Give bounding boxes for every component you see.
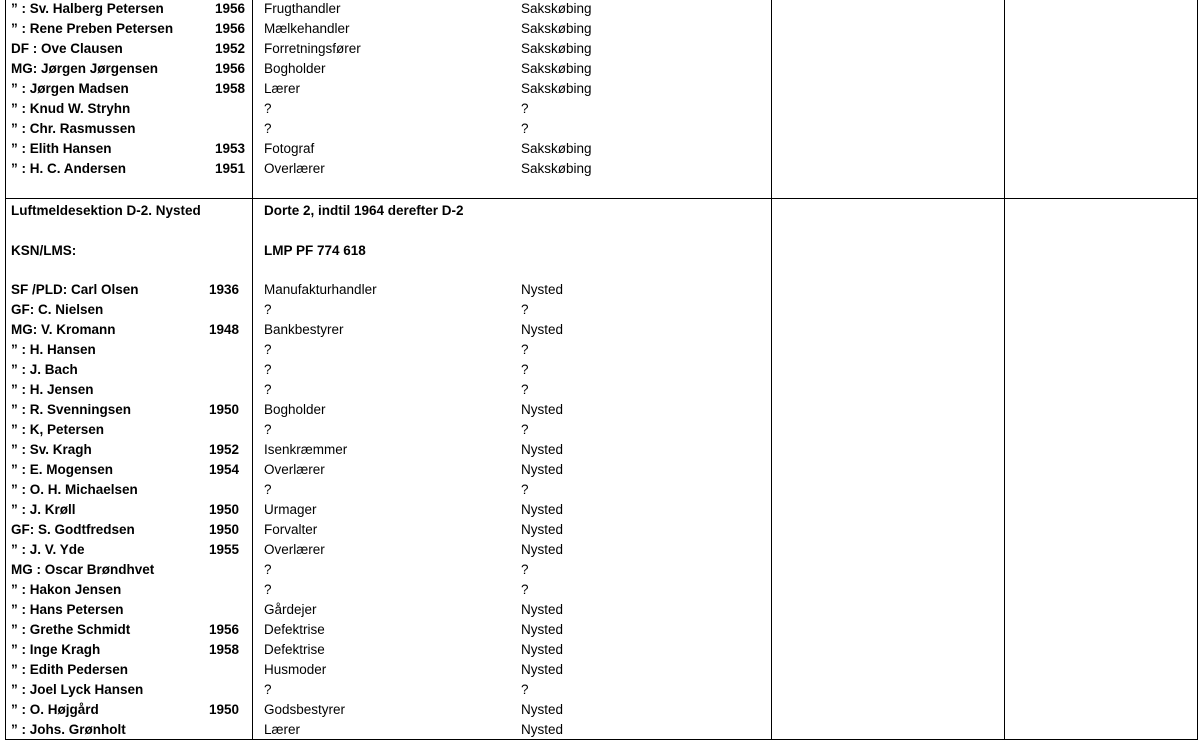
table-row	[5, 520, 1197, 540]
member-name: ” : Joel Lyck Hansen	[11, 682, 144, 697]
member-town: Nysted	[521, 722, 564, 737]
table-row	[5, 360, 1197, 380]
member-occupation: ?	[264, 682, 272, 697]
member-name: ” : Johs. Grønholt	[11, 722, 126, 737]
table-row	[5, 500, 1197, 520]
member-year: 1948	[208, 322, 239, 337]
member-name: ” : Grethe Schmidt	[11, 622, 131, 637]
member-name: ” : Rene Preben Petersen	[11, 21, 174, 36]
table-row	[5, 380, 1197, 400]
member-name: ” : Sv. Halberg Petersen	[11, 1, 164, 16]
table-row	[5, 159, 1197, 179]
member-name: ” : J. V. Yde	[11, 542, 85, 557]
member-name: ” : Sv. Kragh	[11, 442, 92, 457]
member-occupation: Isenkræmmer	[264, 442, 348, 457]
member-year: 1956	[214, 1, 245, 16]
member-town: Nysted	[521, 522, 564, 537]
member-town: ?	[521, 342, 529, 357]
member-year: 1952	[214, 41, 245, 56]
member-occupation: Urmager	[264, 502, 317, 517]
member-town: Nysted	[521, 702, 564, 717]
member-town: ?	[521, 101, 529, 116]
table-row	[5, 300, 1197, 320]
member-year: 1955	[208, 542, 239, 557]
table-row	[5, 280, 1197, 300]
member-year: 1956	[214, 61, 245, 76]
table-row	[5, 0, 1197, 19]
member-year: 1956	[214, 21, 245, 36]
member-name: ” : Hakon Jensen	[11, 582, 122, 597]
section-subtitle: Dorte 2, indtil 1964 derefter D-2	[264, 203, 464, 218]
member-year: 1950	[208, 502, 239, 517]
member-name: ” : O. H. Michaelsen	[11, 482, 138, 497]
member-occupation: Overlærer	[264, 542, 325, 557]
ksn-label: KSN/LMS:	[11, 243, 77, 258]
member-name: GF: S. Godtfredsen	[11, 522, 135, 537]
table-row	[5, 340, 1197, 360]
member-occupation: Fotograf	[264, 141, 315, 156]
member-year: 1953	[214, 141, 245, 156]
member-town: ?	[521, 682, 529, 697]
member-name: ” : H. Jensen	[11, 382, 94, 397]
member-name: ” : R. Svenningsen	[11, 402, 132, 417]
member-name: ” : Jørgen Madsen	[11, 81, 129, 96]
member-name: ” : Elith Hansen	[11, 141, 112, 156]
member-occupation: Frugthandler	[264, 1, 341, 16]
member-town: Nysted	[521, 542, 564, 557]
member-occupation: ?	[264, 362, 272, 377]
member-year: 1952	[208, 442, 239, 457]
member-occupation: Forretningsfører	[264, 41, 361, 56]
table-row	[5, 540, 1197, 560]
member-town: ?	[521, 302, 529, 317]
member-town: Nysted	[521, 602, 564, 617]
member-occupation: Defektrise	[264, 642, 325, 657]
member-occupation: Gårdejer	[264, 602, 317, 617]
table-row	[5, 580, 1197, 600]
member-town: Nysted	[521, 622, 564, 637]
table-row	[5, 39, 1197, 59]
member-town: Nysted	[521, 502, 564, 517]
member-occupation: Godsbestyrer	[264, 702, 346, 717]
member-name: GF: C. Nielsen	[11, 302, 104, 317]
member-town: ?	[521, 562, 529, 577]
member-occupation: ?	[264, 101, 272, 116]
member-town: ?	[521, 582, 529, 597]
member-town: Sakskøbing	[521, 141, 592, 156]
member-occupation: ?	[264, 562, 272, 577]
member-name: MG: Jørgen Jørgensen	[11, 61, 159, 76]
table-row	[5, 600, 1197, 620]
member-town: Sakskøbing	[521, 161, 592, 176]
member-year: 1958	[214, 81, 245, 96]
member-occupation: Overlærer	[264, 462, 325, 477]
member-year: 1951	[214, 161, 245, 176]
member-town: Nysted	[521, 402, 564, 417]
member-occupation: Mælkehandler	[264, 21, 350, 36]
table-row	[5, 400, 1197, 420]
member-occupation: Lærer	[264, 722, 301, 737]
table-row	[5, 460, 1197, 480]
member-occupation: Forvalter	[264, 522, 318, 537]
member-town: Nysted	[521, 282, 564, 297]
member-name: ” : K, Petersen	[11, 422, 105, 437]
member-town: ?	[521, 382, 529, 397]
member-town: ?	[521, 362, 529, 377]
table-row	[5, 320, 1197, 340]
member-name: ” : Chr. Rasmussen	[11, 121, 136, 136]
member-occupation: ?	[264, 342, 272, 357]
table-row	[5, 640, 1197, 660]
section-divider	[5, 198, 1197, 199]
table-row	[5, 119, 1197, 139]
table-row	[5, 99, 1197, 119]
member-name: ” : Edith Pedersen	[11, 662, 129, 677]
table-row	[5, 680, 1197, 700]
table-row	[5, 660, 1197, 680]
member-occupation: ?	[264, 121, 272, 136]
member-occupation: Bankbestyrer	[264, 322, 344, 337]
member-occupation: ?	[264, 302, 272, 317]
member-town: ?	[521, 121, 529, 136]
member-name: ” : O. Højgård	[11, 702, 99, 717]
member-occupation: Defektrise	[264, 622, 325, 637]
member-year: 1950	[208, 402, 239, 417]
member-name: MG: V. Kromann	[11, 322, 116, 337]
member-town: Sakskøbing	[521, 1, 592, 16]
table-row	[5, 560, 1197, 580]
member-town: Sakskøbing	[521, 81, 592, 96]
member-town: Nysted	[521, 662, 564, 677]
table-row	[5, 620, 1197, 640]
table-row	[5, 79, 1197, 99]
member-town: Sakskøbing	[521, 21, 592, 36]
member-year: 1956	[208, 622, 239, 637]
member-name: MG : Oscar Brøndhvet	[11, 562, 155, 577]
member-town: ?	[521, 422, 529, 437]
member-town: Sakskøbing	[521, 41, 592, 56]
member-town: Nysted	[521, 322, 564, 337]
member-name: ” : Knud W. Stryhn	[11, 101, 131, 116]
member-name: ” : H. C. Andersen	[11, 161, 127, 176]
table-row	[5, 420, 1197, 440]
table-row	[5, 139, 1197, 159]
member-occupation: Husmoder	[264, 662, 327, 677]
member-occupation: Lærer	[264, 81, 301, 96]
member-occupation: ?	[264, 582, 272, 597]
member-name: ” : J. Krøll	[11, 502, 76, 517]
table-row	[5, 480, 1197, 500]
member-occupation: Overlærer	[264, 161, 325, 176]
member-name: ” : Hans Petersen	[11, 602, 124, 617]
member-name: ” : Inge Kragh	[11, 642, 101, 657]
member-year: 1958	[208, 642, 239, 657]
table-row	[5, 59, 1197, 79]
member-name: DF : Ove Clausen	[11, 41, 123, 56]
member-town: Nysted	[521, 642, 564, 657]
member-year: 1954	[208, 462, 239, 477]
member-year: 1950	[208, 702, 239, 717]
member-name: ” : H. Hansen	[11, 342, 96, 357]
member-occupation: ?	[264, 482, 272, 497]
lmp-code: LMP PF 774 618	[264, 243, 366, 258]
member-name: ” : J. Bach	[11, 362, 78, 377]
section-title: Luftmeldesektion D-2. Nysted	[11, 203, 201, 218]
member-occupation: ?	[264, 422, 272, 437]
member-town: Sakskøbing	[521, 61, 592, 76]
table-row	[5, 720, 1197, 740]
member-town: ?	[521, 482, 529, 497]
member-occupation: Manufakturhandler	[264, 282, 377, 297]
member-year: 1936	[208, 282, 239, 297]
member-year: 1950	[208, 522, 239, 537]
table-row	[5, 440, 1197, 460]
member-name: SF /PLD: Carl Olsen	[11, 282, 139, 297]
member-occupation: Bogholder	[264, 61, 326, 76]
member-occupation: Bogholder	[264, 402, 326, 417]
member-name: ” : E. Mogensen	[11, 462, 114, 477]
member-town: Nysted	[521, 462, 564, 477]
member-occupation: ?	[264, 382, 272, 397]
table-row	[5, 19, 1197, 39]
table-row	[5, 700, 1197, 720]
member-town: Nysted	[521, 442, 564, 457]
